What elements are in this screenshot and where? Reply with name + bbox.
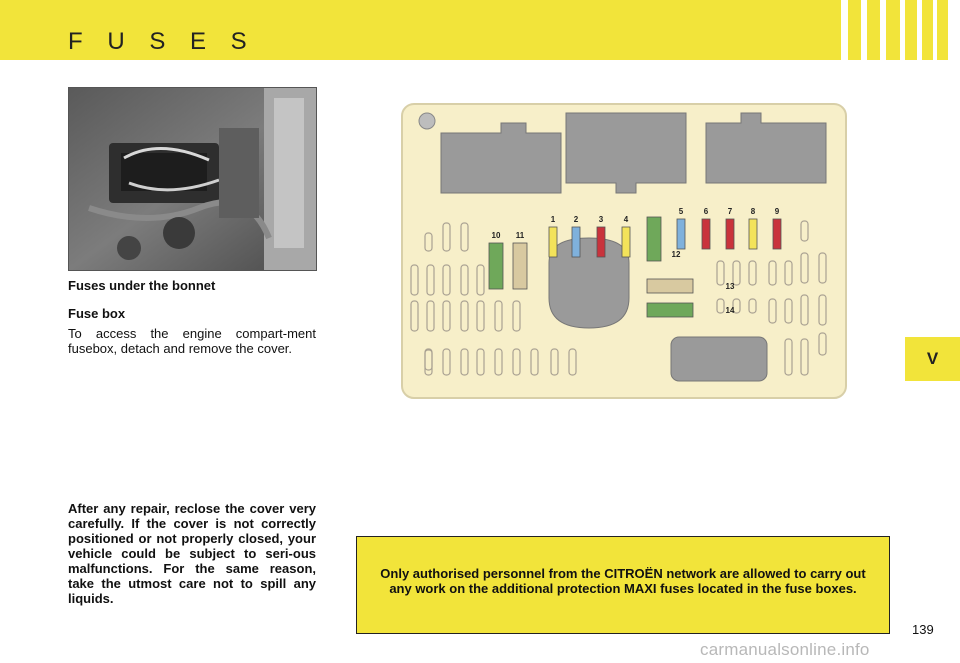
section-tab xyxy=(905,337,960,381)
text-column xyxy=(68,278,316,356)
fuse-label-11: 11 xyxy=(515,231,525,240)
section-heading: Fuses under the bonnet xyxy=(68,278,216,293)
warning-text: After any repair, reclose the cover very carefully. If the cover is not correctly positioned or not properly closed, your vehicle could be subject to seri-ous malfunctions. For the same reason, take the utmost care not to spill any liquids. xyxy=(68,501,316,606)
mounting-hole xyxy=(419,113,435,129)
fuse-box-svg xyxy=(401,103,847,399)
fuse-3 xyxy=(597,227,605,257)
header-stripe xyxy=(933,0,937,60)
header-stripe xyxy=(861,0,867,60)
fuse-14 xyxy=(647,303,693,317)
fuse-label-4: 4 xyxy=(623,215,629,224)
fuse-2 xyxy=(572,227,580,257)
fuse-12 xyxy=(647,217,661,261)
fuse-label-7: 7 xyxy=(727,207,733,216)
relay-socket xyxy=(671,337,767,381)
access-instructions: To access the engine compart-ment fusebox, detach and remove the cover. xyxy=(68,326,316,356)
fuse-9 xyxy=(773,219,781,249)
fuse-11 xyxy=(513,243,527,289)
warning-column xyxy=(68,501,316,606)
fuse-box-heading: Fuse box xyxy=(68,306,126,321)
relay-socket xyxy=(549,238,629,328)
fuse-label-5: 5 xyxy=(678,207,684,216)
fuse-1 xyxy=(549,227,557,257)
relay-socket xyxy=(441,123,561,193)
fuse-10 xyxy=(489,243,503,289)
fuse-label-10: 10 xyxy=(491,231,501,240)
fuse-8 xyxy=(749,219,757,249)
fuse-label-1: 1 xyxy=(550,215,556,224)
section-tab-label: V xyxy=(926,349,939,368)
fuse-label-13: 13 xyxy=(725,282,735,291)
engine-bay-photo xyxy=(68,87,317,271)
fuse-5 xyxy=(677,219,685,249)
watermark: carmanualsonline.info xyxy=(700,640,870,659)
page-number: 139 xyxy=(912,622,934,637)
header-stripe xyxy=(917,0,922,60)
notice-text: Only authorised personnel from the CITROËN network are allowed to carry out any work on the additional protection MAXI fuses located in the fuse boxes. xyxy=(380,566,866,596)
relay-socket xyxy=(566,113,686,193)
fuse-box-diagram xyxy=(401,103,847,399)
fuse-label-9: 9 xyxy=(774,207,780,216)
header-band xyxy=(0,0,960,60)
fuse-label-12: 12 xyxy=(671,250,681,259)
relay-socket xyxy=(706,113,826,183)
header-stripe xyxy=(900,0,905,60)
fuse-6 xyxy=(702,219,710,249)
fuse-13 xyxy=(647,279,693,293)
fuse-label-8: 8 xyxy=(750,207,756,216)
header-stripe xyxy=(841,0,848,60)
header-stripe xyxy=(948,0,960,60)
fuse-label-2: 2 xyxy=(573,215,579,224)
page-title: F U S E S xyxy=(68,28,256,55)
fuse-7 xyxy=(726,219,734,249)
header-stripe xyxy=(880,0,886,60)
fuse-label-6: 6 xyxy=(703,207,709,216)
fuse-label-3: 3 xyxy=(598,215,604,224)
fuse-4 xyxy=(622,227,630,257)
fuse-label-14: 14 xyxy=(725,306,735,315)
maxi-fuse-notice xyxy=(356,536,890,634)
